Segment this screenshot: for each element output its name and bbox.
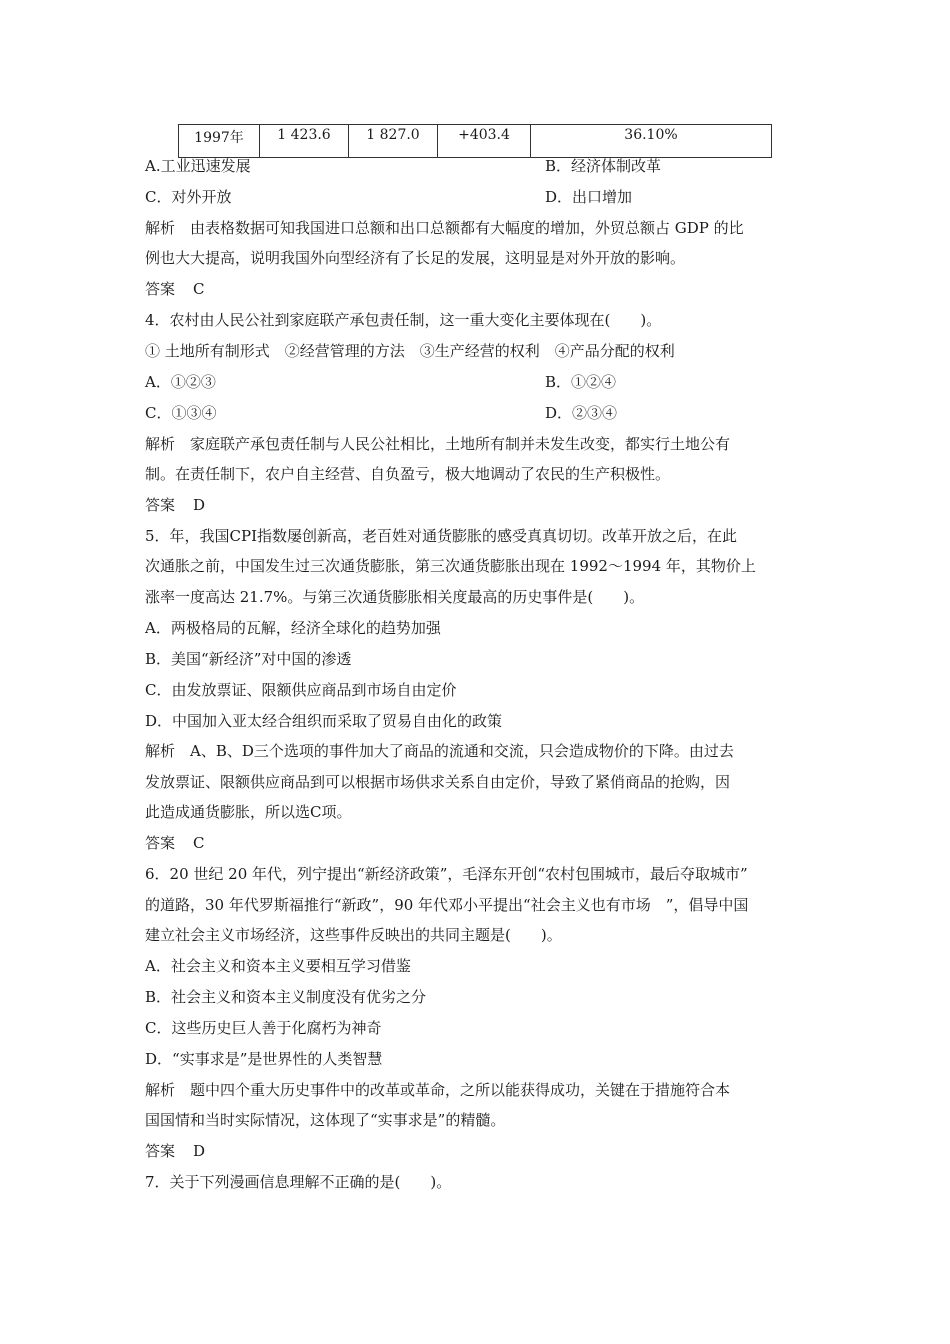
- answer-value: C: [193, 280, 205, 298]
- answer-label: 答案: [145, 280, 176, 298]
- option-d: D．中国加入亚太经合组织而采取了贸易自由化的政策: [145, 712, 503, 730]
- answer-line: [145, 279, 205, 299]
- question-stem: 6．20 世纪 20 年代，列宁提出“新经济政策”，毛泽东开创“农村包围城市，最后夺取城市”: [145, 865, 748, 883]
- analysis-line: 国国情和当时实际情况，这体现了“实事求是”的精髓。: [145, 1111, 506, 1129]
- analysis-line: 发放票证、限额供应商品到可以根据市场供求关系自由定价，导致了紧俏商品的抢购，因: [145, 773, 731, 791]
- table-cell-ratio: 36.10%: [531, 125, 772, 158]
- question-stem: 次通胀之前，中国发生过三次通货膨胀，第三次通货膨胀出现在 1992～1994 年，其物价上: [145, 557, 756, 575]
- answer-label: 答案: [145, 834, 176, 852]
- option-b: B．经济体制改革: [545, 157, 662, 175]
- analysis-line: 此造成通货膨胀，所以选C项。: [145, 803, 352, 821]
- question-stem: 7．关于下列漫画信息理解不正确的是( )。: [145, 1173, 452, 1191]
- option-c: C．对外开放: [145, 188, 232, 206]
- option-b: B．美国“新经济”对中国的渗透: [145, 650, 352, 668]
- option-b: B．①②④: [545, 373, 617, 391]
- option-c: C．由发放票证、限额供应商品到市场自由定价: [145, 681, 457, 699]
- option-a: A．两极格局的瓦解，经济全球化的趋势加强: [145, 619, 441, 637]
- analysis-line: 解析 由表格数据可知我国进口总额和出口总额都有大幅度的增加，外贸总额占 GDP 的比: [145, 219, 744, 237]
- option-b: B．社会主义和资本主义制度没有优劣之分: [145, 988, 427, 1006]
- question-stem: 建立社会主义市场经济，这些事件反映出的共同主题是( )。: [145, 926, 562, 944]
- question-stem: 5．年，我国CPI指数屡创新高，老百姓对通货膨胀的感受真真切切。改革开放之后，在此: [145, 527, 738, 545]
- answer-value: C: [193, 834, 205, 852]
- option-a: A.工业迅速发展: [145, 157, 251, 175]
- answer-value: D: [193, 1142, 206, 1160]
- table-cell-import: 1 423.6: [260, 125, 349, 158]
- option-d: D．出口增加: [545, 188, 633, 206]
- question-stem: 的道路，30 年代罗斯福推行“新政”，90 年代邓小平提出“社会主义也有市场 ”，倡导中国: [145, 896, 749, 914]
- table-cell-export: 1 827.0: [349, 125, 438, 158]
- table-cell-year: 1997年: [179, 125, 260, 158]
- answer-line: [145, 1141, 205, 1161]
- option-a: A．①②③: [145, 373, 216, 391]
- question-stem: 涨率一度高达 21.7%。与第三次通货膨胀相关度最高的历史事件是( )。: [145, 588, 645, 606]
- answer-line: [145, 833, 205, 853]
- answer-label: 答案: [145, 1142, 176, 1160]
- analysis-line: 解析 A、B、D三个选项的事件加大了商品的流通和交流，只会造成物价的下降。由过去: [145, 742, 734, 760]
- answer-line: [145, 495, 205, 515]
- answer-label: 答案: [145, 496, 176, 514]
- question-items: ① 土地所有制形式 ②经营管理的方法 ③生产经营的权利 ④产品分配的权利: [145, 342, 675, 360]
- option-d: D．②③④: [545, 404, 618, 422]
- option-c: C．这些历史巨人善于化腐朽为神奇: [145, 1019, 382, 1037]
- analysis-line: 例也大大提高，说明我国外向型经济有了长足的发展，这明显是对外开放的影响。: [145, 249, 686, 267]
- question-stem: 4．农村由人民公社到家庭联产承包责任制，这一重大变化主要体现在( )。: [145, 311, 662, 329]
- option-a: A．社会主义和资本主义要相互学习借鉴: [145, 957, 411, 975]
- answer-value: D: [193, 496, 206, 514]
- table-row: [179, 125, 772, 158]
- trade-data-table: [178, 124, 772, 158]
- analysis-line: 解析 题中四个重大历史事件中的改革或革命，之所以能获得成功，关键在于措施符合本: [145, 1081, 731, 1099]
- analysis-line: 制。在责任制下，农户自主经营、自负盈亏，极大地调动了农民的生产积极性。: [145, 465, 671, 483]
- option-c: C．①③④: [145, 404, 217, 422]
- analysis-line: 解析 家庭联产承包责任制与人民公社相比，土地所有制并未发生改变，都实行土地公有: [145, 435, 731, 453]
- option-d: D．“实事求是”是世界性的人类智慧: [145, 1050, 383, 1068]
- table-cell-balance: +403.4: [438, 125, 531, 158]
